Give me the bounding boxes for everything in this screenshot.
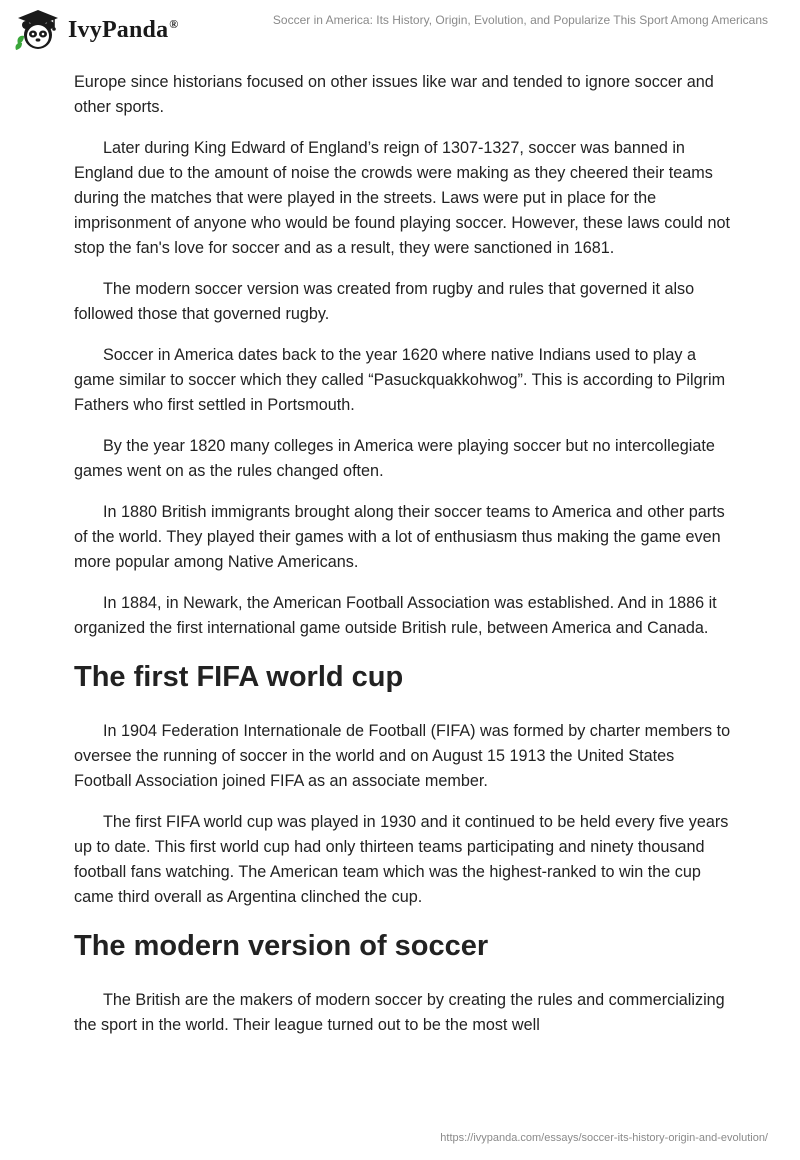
- section-heading: The first FIFA world cup: [74, 661, 404, 693]
- essay-content: [74, 70, 734, 1054]
- paragraph: Later during King Edward of England’s reign of 1307-1327, soccer was banned in England due to the amount of noise the crowds were making as they cheered their teams during the matches that were played in the streets. Laws were put in place for the imprisonment of anyone who would be found playing soccer. However, these laws could not stop the fan's love for soccer and as a result, they were sanctioned in 1681.: [74, 139, 730, 257]
- paragraph: The British are the makers of modern soccer by creating the rules and commercializing the sport in the world. Their league turned out to be the most well: [74, 991, 725, 1034]
- paragraph: The first FIFA world cup was played in 1930 and it continued to be held every five years up to date. This first world cup had only thirteen teams participating and ninety thousand football fans watching. The American team which was the highest-ranked to win the cup came third overall as Argentina clinched the cup.: [74, 813, 729, 906]
- source-url[interactable]: https://ivypanda.com/essays/soccer-its-history-origin-and-evolution/: [440, 1132, 768, 1144]
- panda-graduate-icon: [14, 8, 62, 52]
- paragraph: In 1884, in Newark, the American Football Association was established. And in 1886 it organized the first international game outside British rule, between America and Canada.: [74, 594, 717, 637]
- ivypanda-logo[interactable]: [14, 8, 178, 52]
- paragraph: In 1880 British immigrants brought along their soccer teams to America and other parts of the world. They played their games with a lot of enthusiasm thus making the game even more popular among Native Americans.: [74, 503, 725, 571]
- page-header: [0, 0, 800, 64]
- section-heading: The modern version of soccer: [74, 930, 489, 962]
- paragraph: In 1904 Federation Internationale de Football (FIFA) was formed by charter members to oversee the running of soccer in the world and on August 15 1913 the United States Football Association joined FIFA as an associate member.: [74, 722, 731, 790]
- paragraph: Europe since historians focused on other issues like war and tended to ignore soccer and other sports.: [74, 73, 714, 116]
- running-title: Soccer in America: Its History, Origin, Evolution, and Popularize This Sport Among Americans: [272, 13, 768, 27]
- logo-text: IvyPanda®: [68, 16, 179, 43]
- paragraph: By the year 1820 many colleges in America were playing soccer but no intercollegiate games went on as the rules changed often.: [74, 437, 715, 480]
- registered-mark: ®: [169, 16, 179, 31]
- paragraph: The modern soccer version was created from rugby and rules that governed it also followed those that governed rugby.: [74, 280, 695, 323]
- paragraph: Soccer in America dates back to the year 1620 where native Indians used to play a game similar to soccer which they called “Pasuckquakkohwog”. This is according to Pilgrim Fathers who first settled in Portsmouth.: [74, 346, 726, 414]
